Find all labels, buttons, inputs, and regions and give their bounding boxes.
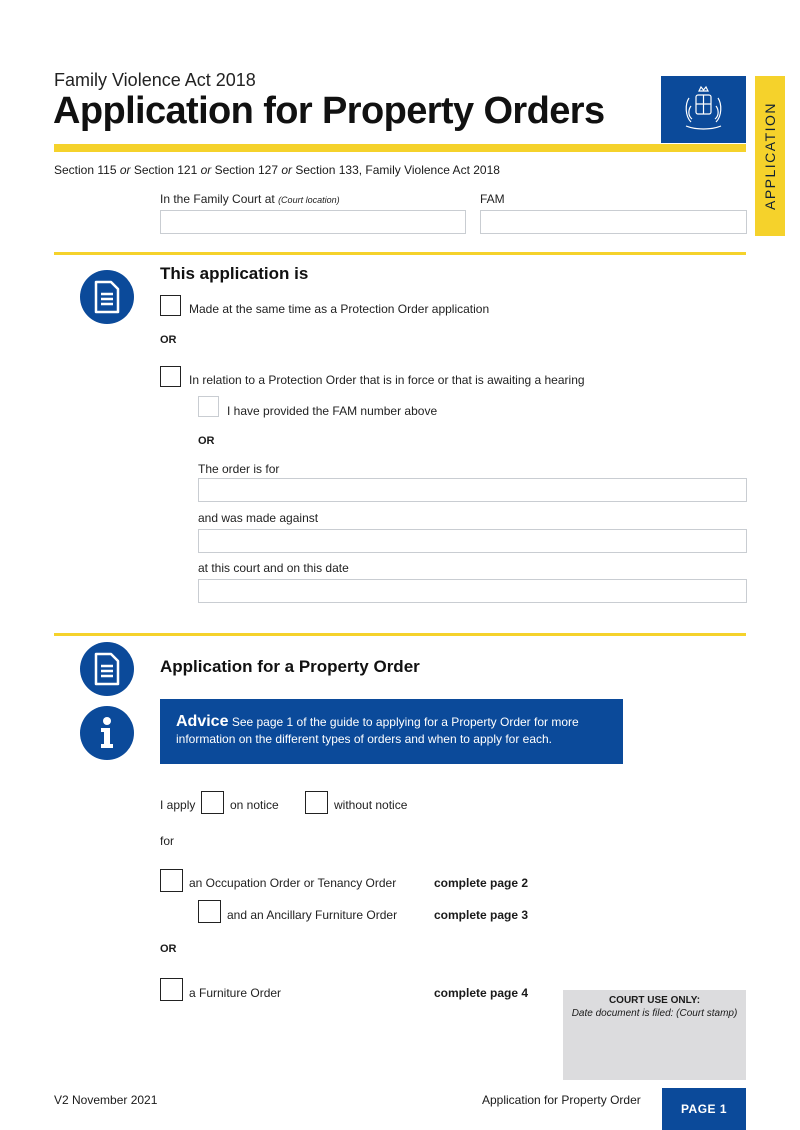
ancillary-page-ref: complete page 3 [434,908,529,922]
section-ref-115: Section 115 [54,163,117,177]
furniture-order-checkbox[interactable] [160,978,183,1001]
court-location-input[interactable] [160,210,466,234]
sections-reference [54,163,500,177]
side-tab-label: APPLICATION [762,101,779,211]
or-word: or [200,163,212,177]
option-same-time-label: Made at the same time as a Protection Order application [189,302,490,316]
section2-heading: Application for a Property Order [160,657,420,676]
court-location-hint: (Court location) [278,195,340,205]
coat-of-arms-icon [661,76,746,143]
court-use-box [563,990,746,1080]
section-ref-121: Section 121 [133,163,198,177]
section-ref-133: Section 133, Family Violence Act 2018 [295,163,500,177]
version-text: V2 November 2021 [54,1093,158,1107]
ancillary-furniture-label: and an Ancillary Furniture Order [227,908,398,922]
occupation-order-label: an Occupation Order or Tenancy Order [189,876,397,890]
or-divider-text: OR [160,943,177,955]
footer-doc-name: Application for Property Order [482,1093,641,1107]
fam-label: FAM [480,192,505,206]
existing-protection-order-checkbox[interactable] [160,366,181,387]
court-date-label: at this court and on this date [198,561,349,575]
made-against-input[interactable] [198,529,747,553]
i-apply-label: I apply [160,798,196,812]
or-word: or [281,163,293,177]
act-subtitle: Family Violence Act 2018 [54,70,256,90]
for-label: for [160,834,175,848]
court-date-input[interactable] [198,579,747,603]
on-notice-checkbox[interactable] [201,791,224,814]
protection-order-same-time-checkbox[interactable] [160,295,181,316]
document-icon [80,642,134,696]
page-title: Application for Property Orders [53,90,605,132]
title-underline [54,144,746,152]
order-for-input[interactable] [198,478,747,502]
or-divider-text: OR [198,435,215,447]
advice-box [160,699,623,764]
document-icon [80,270,134,324]
fam-provided-label: I have provided the FAM number above [227,404,438,418]
section-divider [54,252,746,255]
made-against-label: and was made against [198,511,319,525]
occupation-order-checkbox[interactable] [160,869,183,892]
page-number-badge [662,1088,746,1130]
option-existing-order-label: In relation to a Protection Order that is in force or that is awaiting a hearing [189,373,585,387]
info-icon [80,706,134,760]
coat-of-arms-logo [661,76,746,143]
without-notice-label: without notice [334,798,408,812]
section-ref-127: Section 127 [214,163,278,177]
occupation-page-ref: complete page 2 [434,876,529,890]
court-location-label [160,192,340,206]
fam-number-input[interactable] [480,210,747,234]
order-for-label: The order is for [198,462,280,476]
court-use-title: COURT USE ONLY: [608,995,701,1006]
ancillary-furniture-checkbox[interactable] [198,900,221,923]
court-label-text: In the Family Court at [160,192,275,206]
without-notice-checkbox[interactable] [305,791,328,814]
or-word: or [119,163,131,177]
section-divider [54,633,746,636]
fam-provided-checkbox[interactable] [198,396,219,417]
or-divider-text: OR [160,334,177,346]
advice-text: See page 1 of the guide to applying for a Property Order for more information on the different types of orders and when to apply for each. [176,715,579,746]
section1-heading: This application is [160,264,309,283]
furniture-page-ref: complete page 4 [434,986,529,1000]
on-notice-label: on notice [230,798,279,812]
application-side-tab [755,76,785,236]
advice-title: Advice [176,713,229,730]
furniture-order-label: a Furniture Order [189,986,282,1000]
court-use-subtitle: Date document is filed: (Court stamp) [571,1008,738,1019]
page-number: PAGE 1 [680,1102,728,1116]
